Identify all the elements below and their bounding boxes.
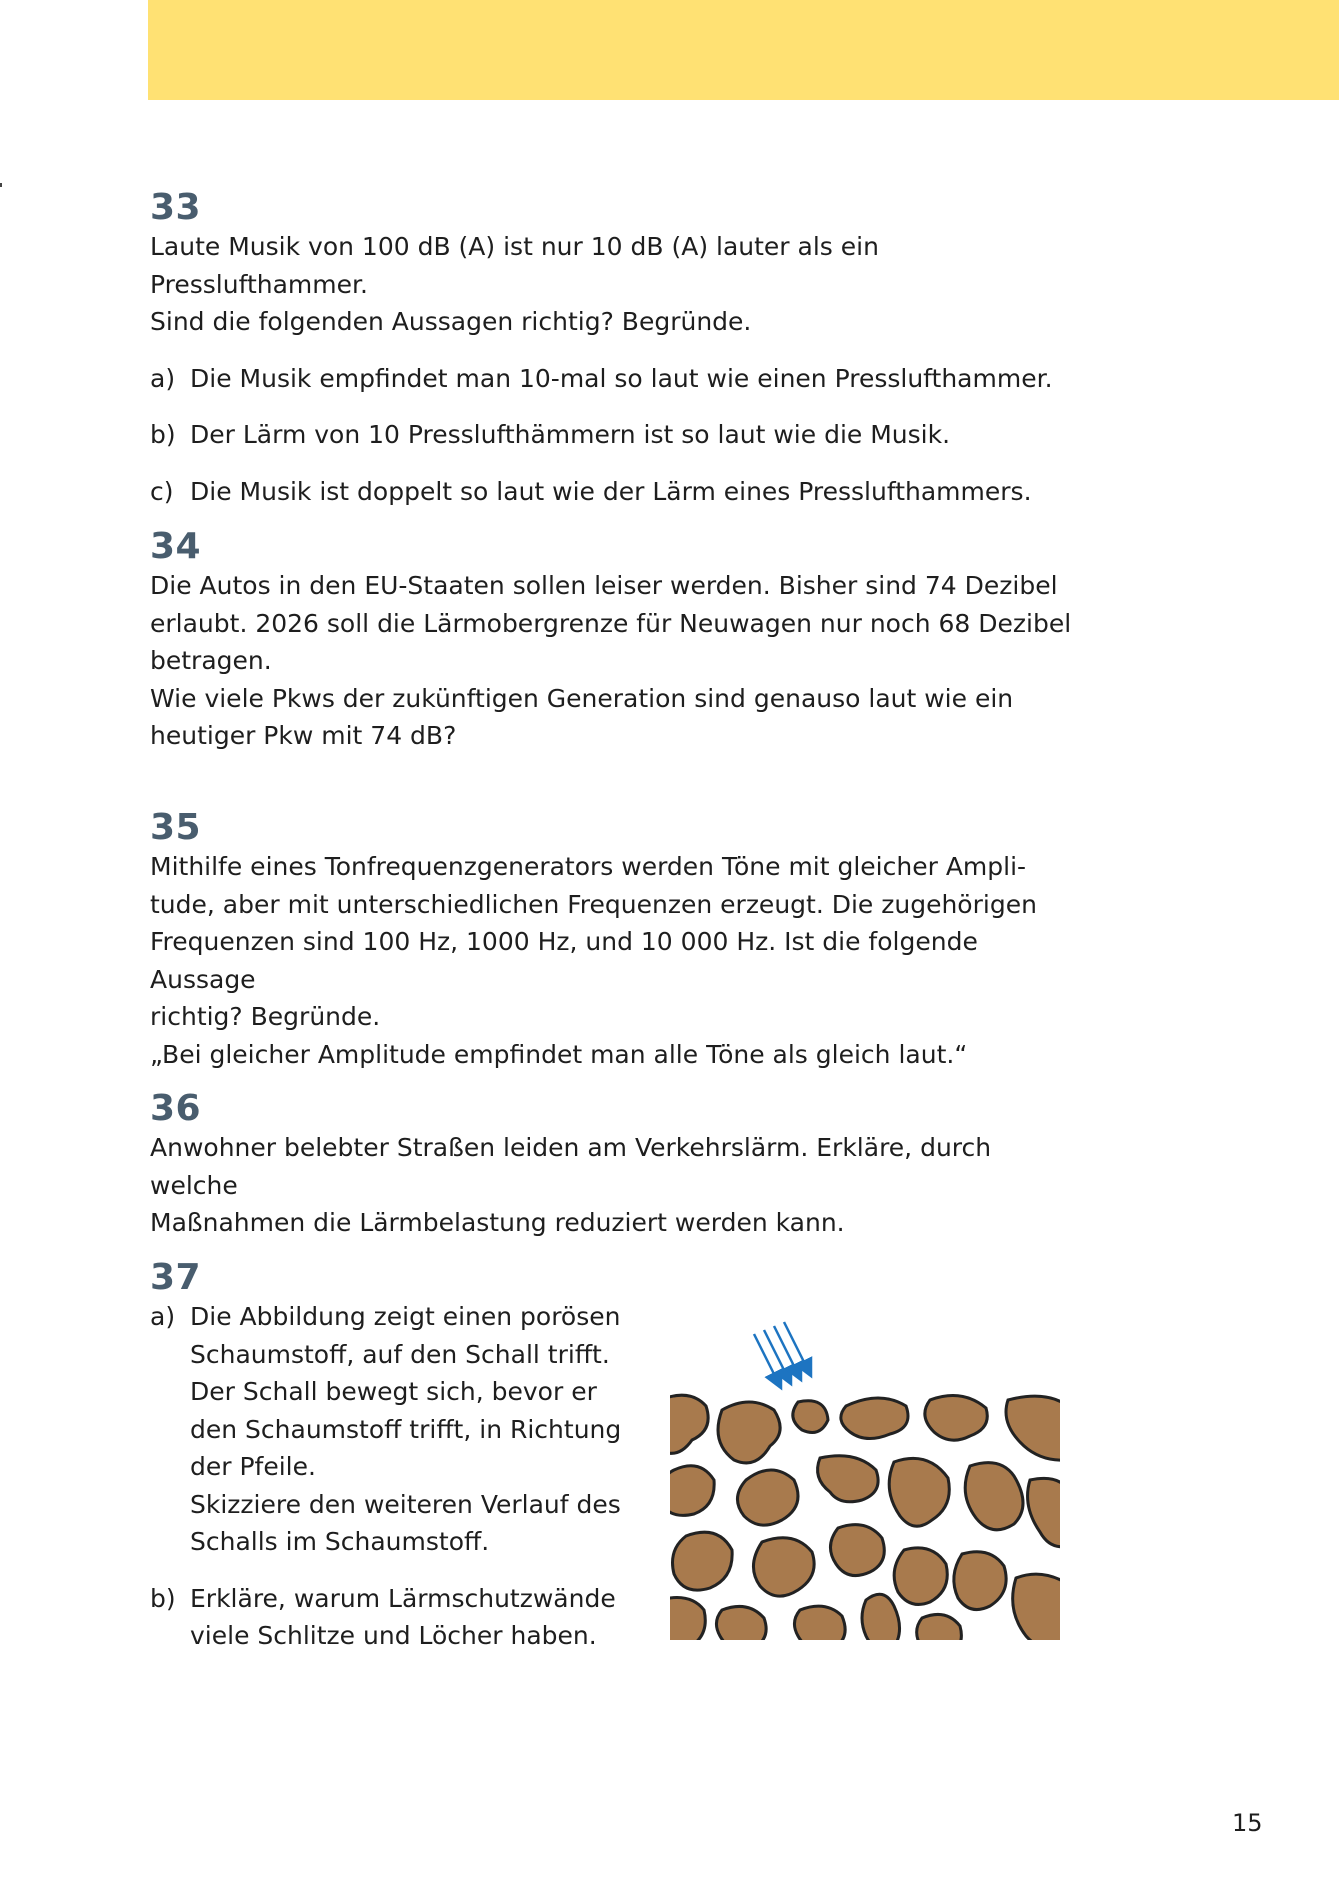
task-text-line: Maßnahmen die Lärmbelastung reduziert werden kann. bbox=[150, 1208, 845, 1237]
subtask-line: Schalls im Schaumstoff. bbox=[190, 1527, 490, 1556]
task-36 bbox=[150, 1089, 1080, 1242]
foam-sound-arrows-illustration bbox=[670, 1310, 1060, 1640]
task-text-line: richtig? Begründe. bbox=[150, 1002, 381, 1031]
task-text-line: Mithilfe eines Tonfrequenzgenerators werden Töne mit gleicher Ampli- bbox=[150, 852, 1027, 881]
task-text-line: betragen. bbox=[150, 646, 272, 675]
subtask-label: b) bbox=[150, 1583, 176, 1613]
subtask-line: der Pfeile. bbox=[190, 1452, 316, 1481]
subtask-b bbox=[150, 416, 1080, 454]
task-text-line: tude, aber mit unterschiedlichen Frequenzen erzeugt. Die zugehörigen bbox=[150, 889, 1037, 919]
task-33 bbox=[150, 188, 1080, 510]
task-text-line: Frequenzen sind 100 Hz, 1000 Hz, und 10 000 Hz. Ist die folgende Aussage bbox=[150, 927, 978, 994]
task-text-line: „Bei gleicher Amplitude empfindet man alle Töne als gleich laut.“ bbox=[150, 1039, 968, 1069]
subtask-line: Der Schall bewegt sich, bevor er bbox=[190, 1377, 597, 1406]
task-number: 33 bbox=[150, 187, 202, 228]
subtask-label: a) bbox=[150, 1302, 176, 1331]
task-number: 36 bbox=[150, 1088, 202, 1129]
task-number: 35 bbox=[150, 807, 202, 848]
page-number: 15 bbox=[1232, 1809, 1263, 1837]
task-text-line: Die Autos in den EU-Staaten sollen leiser werden. Bisher sind 74 Dezibel bbox=[150, 571, 1058, 600]
subtask-b bbox=[150, 1580, 650, 1655]
subtask-label: c) bbox=[150, 476, 174, 506]
task-number: 37 bbox=[150, 1257, 202, 1298]
task-text-line: erlaubt. 2026 soll die Lärmobergrenze für Neuwagen nur noch 68 Dezibel bbox=[150, 608, 1072, 638]
task-text-line: Wie viele Pkws der zukünftigen Generation sind genauso laut wie ein bbox=[150, 683, 1014, 713]
task-number: 34 bbox=[150, 526, 202, 567]
header-band bbox=[148, 0, 1339, 100]
subtask-text: Die Musik ist doppelt so laut wie der Lärm eines Presslufthammers. bbox=[190, 476, 1032, 506]
subtask-text: Der Lärm von 10 Presslufthämmern ist so laut wie die Musik. bbox=[190, 420, 951, 449]
subtask-line: viele Schlitze und Löcher haben. bbox=[190, 1621, 597, 1650]
foam-sound-figure bbox=[670, 1310, 1060, 1640]
task-35 bbox=[150, 808, 1080, 1073]
subtask-line: Skizziere den weiteren Verlauf des bbox=[190, 1489, 621, 1519]
subtask-a bbox=[150, 1298, 650, 1561]
sound-arrows bbox=[754, 1322, 810, 1386]
subtask-line: Die Abbildung zeigt einen porösen bbox=[190, 1302, 621, 1331]
edge-mark bbox=[0, 183, 2, 187]
task-34 bbox=[150, 527, 1080, 755]
subtask-text bbox=[190, 1298, 650, 1561]
task-text-line: heutiger Pkw mit 74 dB? bbox=[150, 721, 457, 750]
subtask-line: Erkläre, warum Lärmschutzwände bbox=[190, 1583, 616, 1613]
task-text-line: Laute Musik von 100 dB (A) ist nur 10 dB (A) lauter als ein Presslufthammer. bbox=[150, 232, 879, 299]
task-37 bbox=[150, 1258, 650, 1655]
subtask-text: Die Musik empfindet man 10-mal so laut wie einen Presslufthammer. bbox=[190, 363, 1053, 393]
subtask-label: a) bbox=[150, 363, 176, 393]
task-text-line: Sind die folgenden Aussagen richtig? Begründe. bbox=[150, 307, 752, 336]
task-text-line: Anwohner belebter Straßen leiden am Verkehrslärm. Erkläre, durch welche bbox=[150, 1133, 992, 1200]
subtask-line: den Schaumstoff trifft, in Richtung bbox=[190, 1414, 622, 1444]
subtask-a bbox=[150, 360, 1080, 398]
subtask-line: Schaumstoff, auf den Schall trifft. bbox=[190, 1339, 610, 1369]
subtask-text bbox=[190, 1580, 650, 1655]
foam-cells bbox=[670, 1395, 1060, 1640]
subtask-c bbox=[150, 473, 1080, 511]
subtask-label: b) bbox=[150, 420, 176, 449]
